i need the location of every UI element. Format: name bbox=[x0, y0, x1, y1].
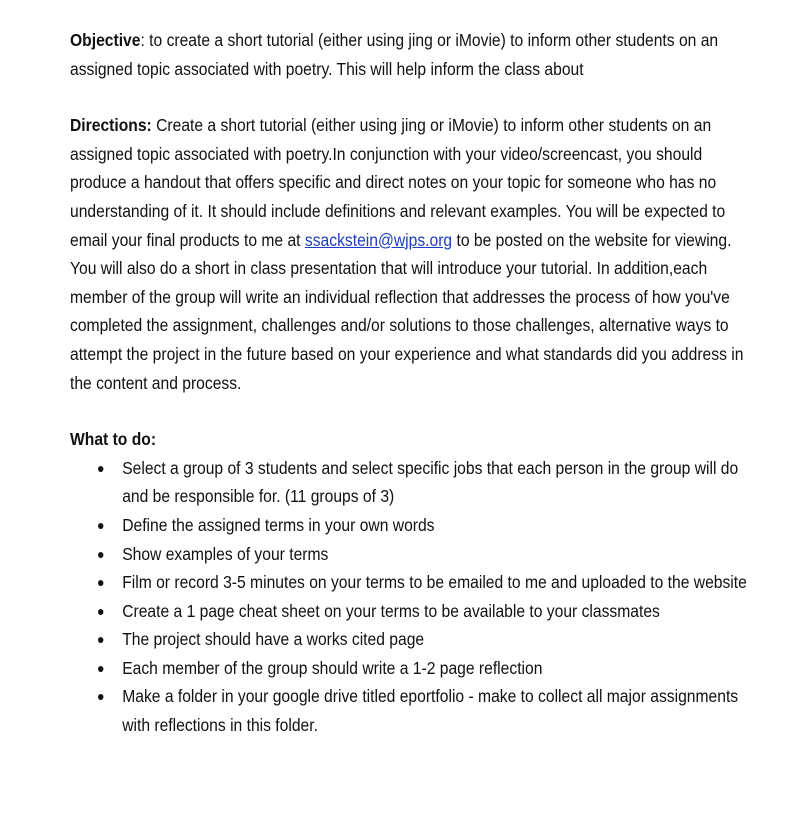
paragraph-spacer bbox=[70, 83, 760, 111]
objective-text: : to create a short tutorial (either using jing or iMovie) to inform other students on an assigned topic associated with poetry. This will help inform the class about bbox=[70, 30, 719, 79]
list-item bbox=[70, 454, 760, 511]
directions-label: Directions: bbox=[70, 115, 152, 136]
objective-label: Objective bbox=[70, 30, 141, 50]
bullet-icon: ● bbox=[97, 516, 105, 533]
directions-text: Create a short tutorial (either using jing or iMovie) to inform other students on an assigned topic associated with poetry.In conjunction with your video/screencast, you should produce a handout that offers specific and direct notes on your topic for someone who has no understanding of it. It should include definitions and relevant examples. You will be expected to email your final products to me at bbox=[70, 115, 726, 250]
list-item bbox=[70, 540, 760, 569]
objective-paragraph bbox=[70, 26, 760, 83]
list-item bbox=[70, 682, 760, 739]
email-link[interactable]: ssackstein@wjps.org bbox=[304, 229, 453, 250]
what-to-do-list bbox=[70, 454, 760, 740]
list-item-text: Make a folder in your google drive titled eportfolio - make to collect all major assignments with reflections in this folder. bbox=[122, 686, 739, 736]
list-item bbox=[70, 654, 760, 683]
list-item bbox=[70, 511, 760, 540]
list-item-text: Create a 1 page cheat sheet on your terms to be available to your classmates bbox=[122, 600, 660, 621]
bullet-icon: ● bbox=[97, 574, 105, 591]
paragraph-spacer bbox=[70, 397, 760, 425]
bullet-icon: ● bbox=[97, 659, 105, 676]
list-item-text: Define the assigned terms in your own words bbox=[122, 514, 435, 535]
assignment-document bbox=[70, 26, 760, 740]
bullet-icon: ● bbox=[97, 545, 105, 562]
bullet-icon: ● bbox=[97, 459, 105, 476]
bullet-icon: ● bbox=[97, 631, 105, 648]
bullet-icon: ● bbox=[97, 688, 105, 705]
directions-paragraph bbox=[70, 111, 760, 397]
what-to-do-heading: What to do: bbox=[70, 429, 157, 450]
list-item-text: The project should have a works cited page bbox=[122, 629, 425, 650]
directions-text-continued: to be posted on the website for viewing. You will also do a short in class presentation that will introduce your tutorial. In addition,each member of the group will write an individual reflection that addresses the process of how you've completed the assignment, challenges and/or solutions to those challenges, alternative ways to attempt the project in the future based on your experience and what standards did you address in the content and process. bbox=[70, 229, 744, 393]
list-item-text: Select a group of 3 students and select specific jobs that each person in the group will do and be responsible for. (11 groups of 3) bbox=[122, 457, 739, 507]
list-item bbox=[70, 568, 760, 597]
list-item-text: Show examples of your terms bbox=[122, 543, 329, 564]
list-item-text: Each member of the group should write a 1-2 page reflection bbox=[122, 657, 543, 678]
list-item-text: Film or record 3-5 minutes on your terms to be emailed to me and uploaded to the website bbox=[122, 572, 747, 593]
list-item bbox=[70, 597, 760, 626]
bullet-icon: ● bbox=[97, 602, 105, 619]
list-item bbox=[70, 625, 760, 654]
